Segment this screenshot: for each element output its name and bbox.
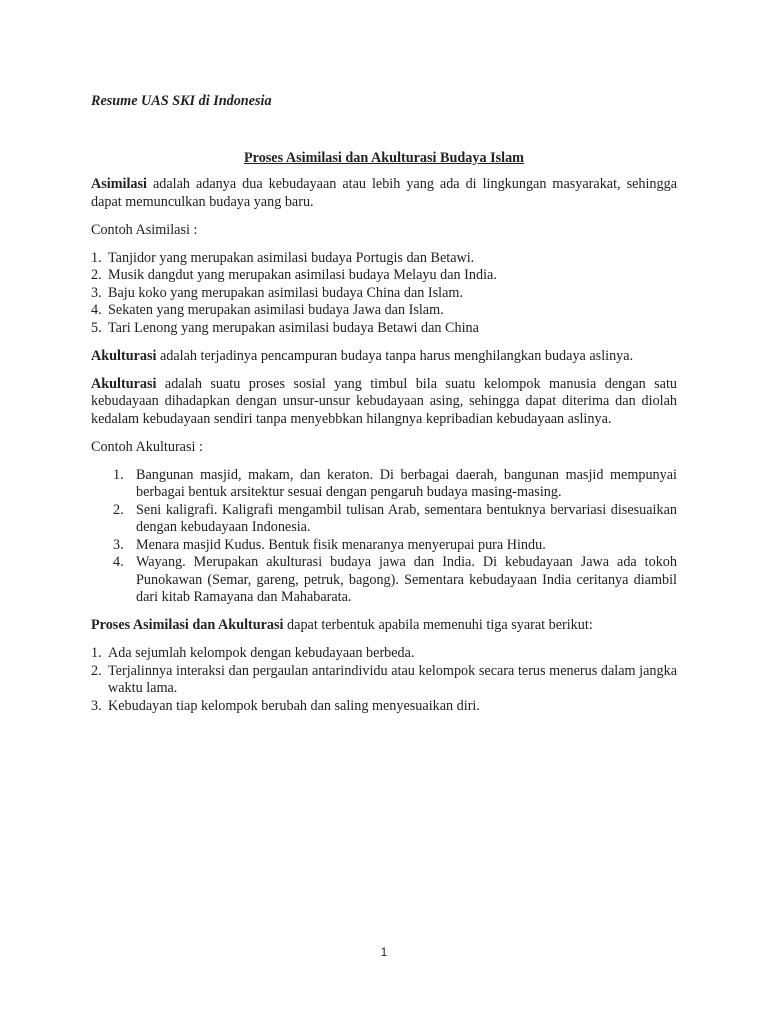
akulturasi-term: Akulturasi bbox=[91, 347, 157, 364]
list-item: 3. Menara masjid Kudus. Bentuk fisik menaranya menyerupai pura Hindu. bbox=[113, 536, 546, 553]
contoh-asimilasi-label: Contoh Asimilasi : bbox=[91, 221, 198, 238]
asimilasi-definition bbox=[91, 176, 677, 211]
contoh-asimilasi-list bbox=[91, 250, 677, 338]
akulturasi-definition-short: Akulturasi adalah terjadinya pencampuran budaya tanpa harus menghilangkan budaya aslinya. bbox=[91, 347, 634, 364]
syarat-intro: Proses Asimilasi dan Akulturasi dapat terbentuk apabila memenuhi tiga syarat berikut: bbox=[91, 617, 593, 633]
list-item: 4. Sekaten yang merupakan asimilasi budaya Jawa dan Islam. bbox=[91, 302, 444, 318]
document-body bbox=[91, 176, 677, 715]
akulturasi-definition-long: Akulturasi adalah suatu proses sosial yang timbul bila suatu kelompok manusia dengan satu kebudayaan dihadapkan dengan unsur-unsur kebudayaan asing, sehingga dapat diterima dan diolah kedalam kebudayaan sendiri tanpa menyebbkan hilangnya kepribadian kebudayaan aslinya. bbox=[91, 375, 678, 427]
list-item: 2. Terjalinnya interaksi dan pergaulan antarindividu atau kelompok secara terus menerus dalam jangka waktu lama. bbox=[91, 662, 677, 696]
list-item: 3. Kebudayan tiap kelompok berubah dan saling menyesuaikan diri. bbox=[91, 697, 480, 714]
list-item: 2. Musik dangdut yang merupakan asimilasi budaya Melayu dan India. bbox=[91, 267, 497, 283]
list-item: 3. Baju koko yang merupakan asimilasi budaya China dan Islam. bbox=[91, 284, 463, 301]
akulturasi-term: Akulturasi bbox=[91, 375, 157, 392]
list-item: 1. Tanjidor yang merupakan asimilasi budaya Portugis dan Betawi. bbox=[91, 249, 475, 266]
asimilasi-term: Asimilasi bbox=[91, 176, 147, 192]
document-page bbox=[91, 0, 677, 1024]
list-item: 5. Tari Lenong yang merupakan asimilasi budaya Betawi dan China bbox=[91, 319, 479, 336]
document-title: Resume UAS SKI di Indonesia bbox=[91, 93, 272, 109]
section-heading: Proses Asimilasi dan Akulturasi Budaya Islam bbox=[243, 150, 524, 166]
syarat-term: Proses Asimilasi dan Akulturasi bbox=[91, 617, 284, 633]
list-item: 1. Bangunan masjid, makam, dan keraton. Di berbagai daerah, bangunan masjid mempunyai berbagai bentuk arsitektur sesuai dengan pengaruh budaya masing-masing. bbox=[113, 466, 677, 500]
list-item: 1. Ada sejumlah kelompok dengan kebudayaan berbeda. bbox=[91, 645, 415, 661]
asimilasi-text: adalah adanya dua kebudayaan atau lebih yang ada di lingkungan masyarakat, sehingga dapat memunculkan budaya yang baru. bbox=[91, 176, 677, 210]
page-number: 1 bbox=[380, 945, 388, 959]
list-item: 4. Wayang. Merupakan akulturasi budaya jawa dan India. Di kebudayaan Jawa ada tokoh Punokawan (Semar, gareng, petruk, bagong). Sementara kebudayaan India ceritanya diambil dari kitab Ramayana dan Mahabarata. bbox=[113, 554, 677, 605]
list-item: 2. Seni kaligrafi. Kaligrafi mengambil tulisan Arab, sementara bentuknya bervariasi disesuaikan dengan kebudayaan Indonesia. bbox=[113, 501, 677, 535]
contoh-akulturasi-list bbox=[91, 467, 677, 607]
syarat-list bbox=[91, 645, 677, 715]
contoh-akulturasi-label: Contoh Akulturasi : bbox=[91, 438, 203, 455]
